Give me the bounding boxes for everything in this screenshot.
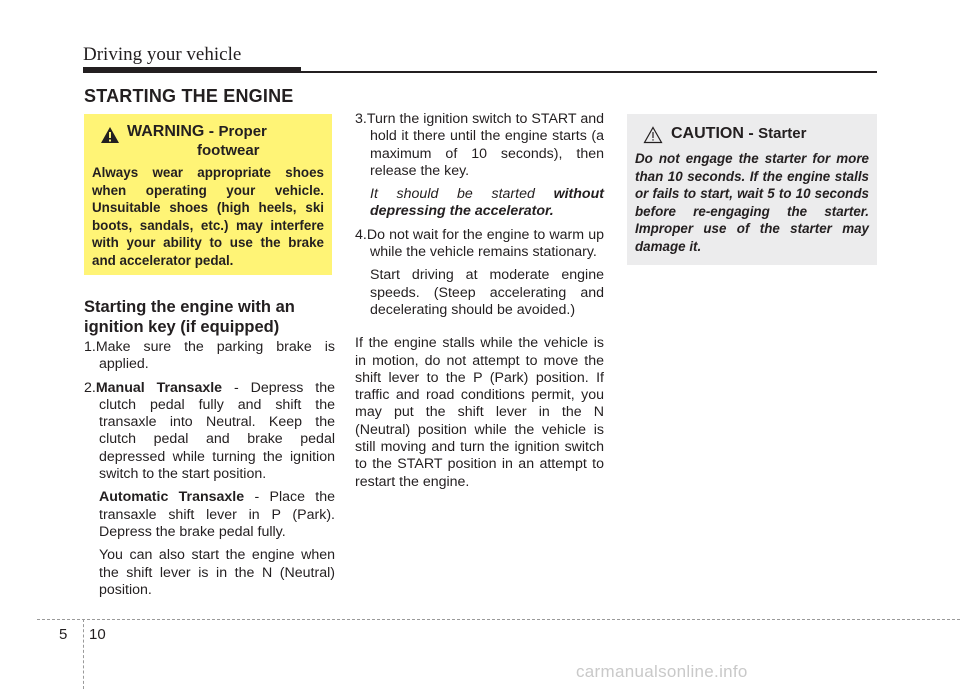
caution-box xyxy=(627,114,877,265)
stall-paragraph: If the engine stalls while the vehicle is in motion, do not attempt to move the shift lever to the P (Park) position. If traffic and road conditions permit, you may put the shift lever in the N (Neutral) position while the vehicle is still moving and turn the ignition switch to the START position in an attempt to restart the engine. xyxy=(355,335,604,490)
warning-box xyxy=(84,114,332,275)
caution-subtitle: Starter xyxy=(758,125,807,142)
step-1-number: 1. xyxy=(84,339,96,355)
middle-column xyxy=(355,111,604,497)
header-rule xyxy=(83,71,877,73)
warning-body: Always wear appropriate shoes when operating your vehicle. Unsuitable shoes (high heels, ski boots, sandals, etc.) may interfere with your ability to use the brake and accelerator pedal. xyxy=(92,165,324,268)
watermark: carmanualsonline.info xyxy=(576,662,748,681)
step-2 xyxy=(84,380,335,484)
caution-title xyxy=(671,125,806,143)
step-3 xyxy=(355,111,604,180)
automatic-transaxle-text: - Place the transaxle shift lever in P (Park). Depress the brake pedal fully. xyxy=(99,489,335,540)
step-4-subtext: Start driving at moderate engine speeds. (Steep accelerating and decelerating should be avoided.) xyxy=(370,267,604,318)
warning-header xyxy=(92,122,324,164)
warning-subtitle-2: footwear xyxy=(197,142,260,159)
step-1-text: Make sure the parking brake is applied. xyxy=(95,339,335,373)
step-4 xyxy=(355,227,604,262)
step-3-text: Turn the ignition switch to START and hold it there until the engine starts (a maximum of 10 seconds), then release the key. xyxy=(366,111,604,179)
footer-rule xyxy=(37,619,960,620)
accelerator-note-b: without depressing the accelerator. xyxy=(370,186,604,220)
caution-triangle-icon xyxy=(643,126,663,144)
automatic-transaxle-paragraph xyxy=(84,489,335,541)
step-1 xyxy=(84,339,335,374)
caution-label: CAUTION - xyxy=(671,125,759,142)
left-column xyxy=(84,339,335,605)
step-2-text: - Depress the clutch pedal fully and shift the transaxle into Neutral. Keep the clutch pedal and brake pedal depressed while turning the ignition switch to the start position. xyxy=(99,379,336,483)
running-header: Driving your vehicle xyxy=(83,44,242,65)
warning-triangle-icon xyxy=(100,126,120,144)
step-3-number: 3. xyxy=(355,111,367,127)
section-title: STARTING THE ENGINE xyxy=(84,86,294,106)
step-4-number: 4. xyxy=(355,226,367,243)
neutral-start-paragraph: You can also start the engine when the shift lever is in the N (Neutral) position. xyxy=(99,547,335,598)
caution-header xyxy=(635,122,869,144)
page-number: 10 xyxy=(89,626,106,643)
accelerator-note xyxy=(355,186,604,221)
footer-divider xyxy=(83,619,84,689)
caution-body: Do not engage the starter for more than 10 seconds. If the engine stalls or fails to start, wait 5 to 10 seconds before re-engaging the starter. Improper use of the starter may damage it. xyxy=(635,151,869,254)
subheading: Starting the engine with an ignition key (if equipped) xyxy=(84,298,295,336)
warning-title xyxy=(127,122,332,160)
chapter-number: 5 xyxy=(59,626,68,643)
step-2-number: 2. xyxy=(84,379,96,396)
automatic-transaxle-label: Automatic Transaxle xyxy=(99,489,245,506)
step-4-text: Do not wait for the engine to warm up while the vehicle remains stationary. xyxy=(366,226,604,261)
warning-label: WARNING - xyxy=(127,123,219,140)
warning-subtitle-1: Proper xyxy=(218,123,267,140)
manual-transaxle-label: Manual Transaxle xyxy=(95,379,223,396)
accelerator-note-a: It should be started xyxy=(370,186,554,203)
